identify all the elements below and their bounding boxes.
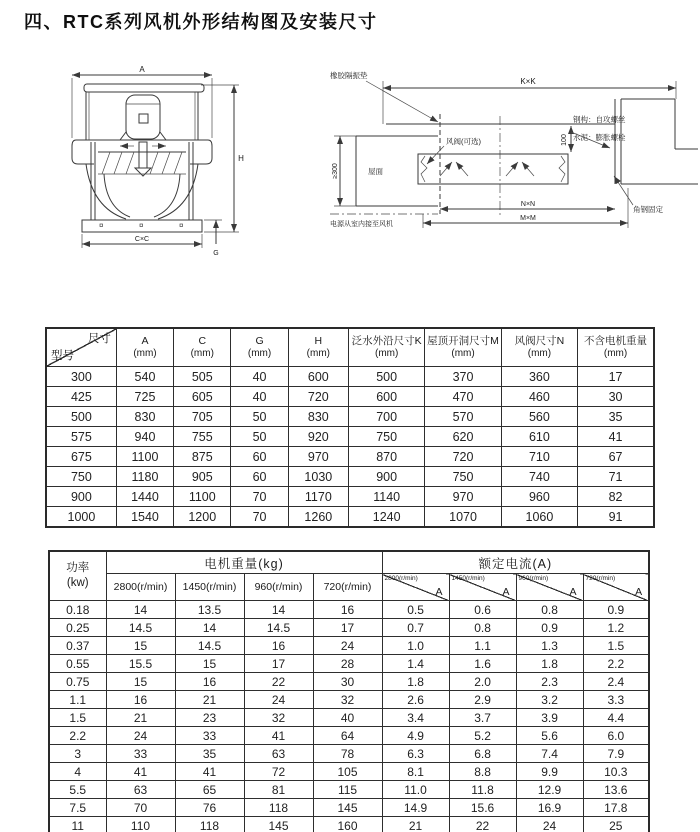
motor-table-cell: 2.2 bbox=[49, 727, 106, 745]
dim-table-cell: 1440 bbox=[116, 487, 173, 507]
motor-table-cell: 145 bbox=[244, 817, 313, 832]
motor-table-cell: 16.9 bbox=[516, 799, 583, 817]
dim-table-cell: 1100 bbox=[116, 447, 173, 467]
motor-table-cell: 1.1 bbox=[49, 691, 106, 709]
motor-table-cell: 145 bbox=[313, 799, 382, 817]
dim-table-cell: 830 bbox=[288, 407, 348, 427]
motor-table-cell: 0.37 bbox=[49, 637, 106, 655]
motor-table-cell: 0.6 bbox=[449, 601, 516, 619]
table-row bbox=[46, 427, 654, 447]
motor-table-cell: 14 bbox=[244, 601, 313, 619]
motor-table-cell: 3 bbox=[49, 745, 106, 763]
power-header bbox=[49, 551, 106, 601]
dim-table-cell: 540 bbox=[116, 367, 173, 387]
table-row bbox=[49, 655, 649, 673]
motor-table-cell: 1.3 bbox=[516, 637, 583, 655]
dim-table-cell: 17 bbox=[578, 367, 654, 387]
motor-table-cell: 17 bbox=[313, 619, 382, 637]
dim-table-cell: 725 bbox=[116, 387, 173, 407]
damper-label: 风阀(可选) bbox=[446, 137, 481, 146]
motor-table-cell: 1.8 bbox=[516, 655, 583, 673]
motor-table-cell: 13.5 bbox=[175, 601, 244, 619]
dim-h-label: H bbox=[238, 154, 244, 163]
motor-table-cell: 0.7 bbox=[382, 619, 449, 637]
dim-table-cell: 1000 bbox=[46, 507, 116, 528]
table-row bbox=[49, 745, 649, 763]
motor-table-cell: 21 bbox=[382, 817, 449, 832]
motor-table-cell: 4.9 bbox=[382, 727, 449, 745]
concrete-fix-label: 水泥：膨胀螺栓 bbox=[573, 133, 626, 142]
motor-table-cell: 14.9 bbox=[382, 799, 449, 817]
motor-table-cell: 2.2 bbox=[583, 655, 649, 673]
motor-table-cell: 15.6 bbox=[449, 799, 516, 817]
dim-table-cell: 1060 bbox=[501, 507, 577, 528]
motor-table-cell: 33 bbox=[106, 745, 175, 763]
angle-steel-label: 角钢固定 bbox=[633, 205, 663, 214]
dim-table-cell: 1260 bbox=[288, 507, 348, 528]
table-row bbox=[49, 709, 649, 727]
dim-table-cell: 755 bbox=[174, 427, 231, 447]
dimensions-table bbox=[45, 327, 655, 528]
motor-table-cell: 160 bbox=[313, 817, 382, 832]
table-row bbox=[46, 367, 654, 387]
dim-table-cell: 740 bbox=[501, 467, 577, 487]
dim-table-cell: 600 bbox=[348, 387, 424, 407]
dim-table-cell: 705 bbox=[174, 407, 231, 427]
motor-table-cell: 14 bbox=[106, 601, 175, 619]
motor-table-cell: 23 bbox=[175, 709, 244, 727]
motor-table-cell: 1.6 bbox=[449, 655, 516, 673]
dim-table-cell: 91 bbox=[578, 507, 654, 528]
dim-table-cell: 875 bbox=[174, 447, 231, 467]
motor-table-cell: 1.5 bbox=[49, 709, 106, 727]
dim-table-cell: 1170 bbox=[288, 487, 348, 507]
dim-table-cell: 50 bbox=[231, 407, 288, 427]
motor-table-cell: 30 bbox=[313, 673, 382, 691]
motor-table-cell: 16 bbox=[313, 601, 382, 619]
motor-table-cell: 15 bbox=[106, 673, 175, 691]
dim-column-header: 屋顶开洞尺寸M (mm) bbox=[425, 328, 501, 367]
table-row bbox=[46, 507, 654, 528]
dim-column-header: C (mm) bbox=[174, 328, 231, 367]
motor-table-cell: 0.75 bbox=[49, 673, 106, 691]
motor-table-cell: 1.8 bbox=[382, 673, 449, 691]
motor-table-cell: 3.9 bbox=[516, 709, 583, 727]
page-title: 四、RTC系列风机外形结构图及安装尺寸 bbox=[24, 12, 378, 32]
motor-table-cell: 1.4 bbox=[382, 655, 449, 673]
damper-leader bbox=[427, 146, 444, 164]
dim-k-label: K×K bbox=[520, 77, 536, 86]
fan-outline-drawing bbox=[46, 62, 348, 280]
motor-table-cell: 115 bbox=[313, 781, 382, 799]
motor-table-cell: 15 bbox=[106, 637, 175, 655]
motor-table-cell: 5.5 bbox=[49, 781, 106, 799]
motor-table-cell: 3.2 bbox=[516, 691, 583, 709]
dim-table-cell: 970 bbox=[288, 447, 348, 467]
dim-g-label: G bbox=[213, 250, 219, 257]
motor-table-cell: 32 bbox=[313, 691, 382, 709]
motor-table-cell: 11.8 bbox=[449, 781, 516, 799]
motor-header-row-2 bbox=[49, 574, 649, 601]
dim-table-cell: 30 bbox=[578, 387, 654, 407]
motor-table-cell: 12.9 bbox=[516, 781, 583, 799]
dim-table-cell: 70 bbox=[231, 487, 288, 507]
dim-table-cell: 960 bbox=[501, 487, 577, 507]
motor-table-cell: 118 bbox=[175, 817, 244, 832]
steel-fix-label: 钢构：自攻螺丝 bbox=[573, 115, 626, 124]
motor-table-cell: 2.4 bbox=[583, 673, 649, 691]
table-row bbox=[49, 781, 649, 799]
dim-table-cell: 830 bbox=[116, 407, 173, 427]
dim-table-cell: 425 bbox=[46, 387, 116, 407]
motor-table-cell: 22 bbox=[449, 817, 516, 832]
dim-table-cell: 1200 bbox=[174, 507, 231, 528]
table-row bbox=[49, 601, 649, 619]
dim-table-cell: 1140 bbox=[348, 487, 424, 507]
dim-table-cell: 610 bbox=[501, 427, 577, 447]
motor-table-cell: 41 bbox=[106, 763, 175, 781]
fan-body bbox=[72, 84, 212, 232]
motor-table-cell: 35 bbox=[175, 745, 244, 763]
motor-table-cell: 14 bbox=[175, 619, 244, 637]
motor-table-cell: 0.55 bbox=[49, 655, 106, 673]
motor-table-cell: 3.3 bbox=[583, 691, 649, 709]
motor-table-cell: 3.4 bbox=[382, 709, 449, 727]
motor-header-row-1 bbox=[49, 551, 649, 574]
dim-table-header-row bbox=[46, 328, 654, 367]
motor-table-cell: 76 bbox=[175, 799, 244, 817]
table-row bbox=[46, 387, 654, 407]
motor-table-cell: 24 bbox=[313, 637, 382, 655]
dim-table-cell: 60 bbox=[231, 467, 288, 487]
motor-table-cell: 3.7 bbox=[449, 709, 516, 727]
dim-table-cell: 1070 bbox=[425, 507, 501, 528]
motor-table-cell: 14.5 bbox=[244, 619, 313, 637]
motor-table-cell: 28 bbox=[313, 655, 382, 673]
motor-table-cell: 33 bbox=[175, 727, 244, 745]
motor-table-cell: 11 bbox=[49, 817, 106, 832]
motor-table-cell: 0.25 bbox=[49, 619, 106, 637]
dim-table-cell: 700 bbox=[348, 407, 424, 427]
weight-speed-header: 1450(r/min) bbox=[175, 574, 244, 601]
corner-header bbox=[46, 328, 116, 367]
dim-table-cell: 710 bbox=[501, 447, 577, 467]
motor-table-cell: 1.5 bbox=[583, 637, 649, 655]
dim-m-label: M×M bbox=[520, 215, 536, 222]
motor-table-cell: 5.6 bbox=[516, 727, 583, 745]
dim-table-cell: 600 bbox=[288, 367, 348, 387]
motor-table-cell: 21 bbox=[175, 691, 244, 709]
motor-table-cell: 15.5 bbox=[106, 655, 175, 673]
dim-min-height-label: ≥300 bbox=[332, 163, 339, 179]
motor-table-cell: 32 bbox=[244, 709, 313, 727]
dim-table-cell: 370 bbox=[425, 367, 501, 387]
motor-table-cell: 10.3 bbox=[583, 763, 649, 781]
dim-table-cell: 940 bbox=[116, 427, 173, 447]
motor-table-cell: 16 bbox=[244, 637, 313, 655]
dim-table-cell: 40 bbox=[231, 367, 288, 387]
motor-table-cell: 0.8 bbox=[449, 619, 516, 637]
power-label: 功率 bbox=[66, 562, 90, 575]
motor-table-cell: 0.8 bbox=[516, 601, 583, 619]
table-row bbox=[46, 467, 654, 487]
dim-table-cell: 500 bbox=[46, 407, 116, 427]
table-row bbox=[49, 637, 649, 655]
dim-table-cell: 505 bbox=[174, 367, 231, 387]
current-speed-header: 2800(r/min) A bbox=[382, 574, 449, 601]
motor-table-cell: 41 bbox=[244, 727, 313, 745]
power-note-label: 电源从室内接至风机 bbox=[330, 221, 393, 228]
dim-column-header: 泛水外沿尺寸K (mm) bbox=[348, 328, 424, 367]
dim-n-label: N×N bbox=[520, 201, 536, 208]
installation-drawing bbox=[328, 66, 700, 242]
motor-table-cell: 4.4 bbox=[583, 709, 649, 727]
table-row bbox=[49, 817, 649, 832]
rubber-pad-leader bbox=[366, 81, 438, 122]
dim-table-cell: 750 bbox=[425, 467, 501, 487]
dim-m-lines bbox=[423, 188, 628, 228]
dim-table-cell: 900 bbox=[348, 467, 424, 487]
motor-table-cell: 14.5 bbox=[106, 619, 175, 637]
rubber-pad-label: 橡胶隔振垫 bbox=[330, 71, 368, 80]
motor-table-cell: 14.5 bbox=[175, 637, 244, 655]
dim-table-cell: 50 bbox=[231, 427, 288, 447]
motor-table-cell: 65 bbox=[175, 781, 244, 799]
motor-table bbox=[48, 550, 650, 832]
current-group-header: 额定电流(A) bbox=[382, 551, 649, 574]
motor-table-cell: 9.9 bbox=[516, 763, 583, 781]
motor-table-cell: 24 bbox=[106, 727, 175, 745]
motor-table-cell: 8.1 bbox=[382, 763, 449, 781]
motor-table-cell: 25 bbox=[583, 817, 649, 832]
dim-table-cell: 500 bbox=[348, 367, 424, 387]
dim-table-cell: 470 bbox=[425, 387, 501, 407]
dim-height-label: 100 bbox=[561, 134, 568, 146]
table-row bbox=[49, 673, 649, 691]
dim-table-cell: 575 bbox=[46, 427, 116, 447]
motor-table-cell: 24 bbox=[244, 691, 313, 709]
motor-table-cell: 17 bbox=[244, 655, 313, 673]
dim-c-label: C×C bbox=[134, 236, 150, 243]
motor-table-cell: 7.5 bbox=[49, 799, 106, 817]
table-row bbox=[49, 727, 649, 745]
motor-table-cell: 110 bbox=[106, 817, 175, 832]
motor-table-cell: 81 bbox=[244, 781, 313, 799]
motor-table-cell: 13.6 bbox=[583, 781, 649, 799]
motor-table-cell: 7.4 bbox=[516, 745, 583, 763]
motor-table-cell: 15 bbox=[175, 655, 244, 673]
dim-h-lines bbox=[201, 85, 239, 232]
dim-table-cell: 920 bbox=[288, 427, 348, 447]
motor-table-cell: 6.0 bbox=[583, 727, 649, 745]
roof-surface-label: 屋面 bbox=[368, 167, 383, 176]
dim-table-cell: 675 bbox=[46, 447, 116, 467]
dim-table-cell: 71 bbox=[578, 467, 654, 487]
motor-table-cell: 16 bbox=[175, 673, 244, 691]
dim-table-cell: 720 bbox=[288, 387, 348, 407]
dim-table-cell: 82 bbox=[578, 487, 654, 507]
motor-table-cell: 1.1 bbox=[449, 637, 516, 655]
dim-table-cell: 1100 bbox=[174, 487, 231, 507]
dim-table-cell: 67 bbox=[578, 447, 654, 467]
table-row bbox=[49, 763, 649, 781]
dim-table-cell: 750 bbox=[46, 467, 116, 487]
motor-table-cell: 105 bbox=[313, 763, 382, 781]
motor-table-cell: 2.6 bbox=[382, 691, 449, 709]
motor-table-cell: 4 bbox=[49, 763, 106, 781]
dim-k-lines bbox=[383, 81, 676, 124]
motor-table-cell: 70 bbox=[106, 799, 175, 817]
table-row bbox=[49, 619, 649, 637]
table-row bbox=[49, 691, 649, 709]
motor-table-cell: 24 bbox=[516, 817, 583, 832]
dim-table-cell: 620 bbox=[425, 427, 501, 447]
weight-speed-header: 2800(r/min) bbox=[106, 574, 175, 601]
table-row bbox=[46, 407, 654, 427]
motor-table-cell: 41 bbox=[175, 763, 244, 781]
motor-table-cell: 21 bbox=[106, 709, 175, 727]
dim-a-label: A bbox=[139, 65, 145, 74]
weight-group-header: 电机重量(kg) bbox=[106, 551, 382, 574]
dim-table-cell: 560 bbox=[501, 407, 577, 427]
dim-column-header: A (mm) bbox=[116, 328, 173, 367]
dim-table-cell: 870 bbox=[348, 447, 424, 467]
dim-column-header: G (mm) bbox=[231, 328, 288, 367]
dim-table-cell: 605 bbox=[174, 387, 231, 407]
motor-table-cell: 11.0 bbox=[382, 781, 449, 799]
dim-table-cell: 1540 bbox=[116, 507, 173, 528]
motor-table-cell: 63 bbox=[244, 745, 313, 763]
weight-speed-header: 720(r/min) bbox=[313, 574, 382, 601]
motor-table-cell: 6.3 bbox=[382, 745, 449, 763]
dim-table-cell: 905 bbox=[174, 467, 231, 487]
motor-table-cell: 0.5 bbox=[382, 601, 449, 619]
motor-table-cell: 6.8 bbox=[449, 745, 516, 763]
motor-table-cell: 2.3 bbox=[516, 673, 583, 691]
dim-table-cell: 750 bbox=[348, 427, 424, 447]
weight-speed-header: 960(r/min) bbox=[244, 574, 313, 601]
dim-table-cell: 70 bbox=[231, 507, 288, 528]
dim-table-cell: 360 bbox=[501, 367, 577, 387]
motor-table-cell: 72 bbox=[244, 763, 313, 781]
motor-table-cell: 0.18 bbox=[49, 601, 106, 619]
dim-table-cell: 970 bbox=[425, 487, 501, 507]
motor-table-cell: 16 bbox=[106, 691, 175, 709]
motor-table-cell: 8.8 bbox=[449, 763, 516, 781]
dim-table-cell: 1240 bbox=[348, 507, 424, 528]
motor-table-cell: 0.9 bbox=[583, 601, 649, 619]
power-unit: (kw) bbox=[66, 577, 89, 589]
motor-table-cell: 1.2 bbox=[583, 619, 649, 637]
dim-table-cell: 720 bbox=[425, 447, 501, 467]
table-row bbox=[46, 487, 654, 507]
dim-table-cell: 460 bbox=[501, 387, 577, 407]
dim-table-cell: 35 bbox=[578, 407, 654, 427]
dim-table-cell: 570 bbox=[425, 407, 501, 427]
motor-table-cell: 17.8 bbox=[583, 799, 649, 817]
dim-column-header: 风阀尺寸N (mm) bbox=[501, 328, 577, 367]
motor-table-cell: 40 bbox=[313, 709, 382, 727]
motor-table-cell: 0.9 bbox=[516, 619, 583, 637]
motor-table-cell: 22 bbox=[244, 673, 313, 691]
current-speed-header: 1450(r/min) A bbox=[449, 574, 516, 601]
corner-size-label: 尺寸 bbox=[87, 333, 111, 345]
current-speed-header: 720(r/min) A bbox=[583, 574, 649, 601]
motor-table-cell: 2.0 bbox=[449, 673, 516, 691]
dim-column-header: 不含电机重量 (mm) bbox=[578, 328, 654, 367]
motor-table-cell: 5.2 bbox=[449, 727, 516, 745]
dim-column-header: H (mm) bbox=[288, 328, 348, 367]
motor-table-cell: 63 bbox=[106, 781, 175, 799]
dim-table-cell: 41 bbox=[578, 427, 654, 447]
dim-table-cell: 40 bbox=[231, 387, 288, 407]
motor-table-cell: 64 bbox=[313, 727, 382, 745]
dim-table-cell: 1180 bbox=[116, 467, 173, 487]
motor-table-cell: 78 bbox=[313, 745, 382, 763]
table-row bbox=[49, 799, 649, 817]
motor-table-cell: 7.9 bbox=[583, 745, 649, 763]
angle-steel-leader bbox=[614, 176, 633, 205]
motor-table-cell: 2.9 bbox=[449, 691, 516, 709]
dim-table-cell: 300 bbox=[46, 367, 116, 387]
dim-table-cell: 1030 bbox=[288, 467, 348, 487]
motor-table-cell: 1.0 bbox=[382, 637, 449, 655]
corner-model-label: 型号 bbox=[51, 349, 74, 362]
motor-table-cell: 118 bbox=[244, 799, 313, 817]
table-row bbox=[46, 447, 654, 467]
dim-table-cell: 60 bbox=[231, 447, 288, 467]
current-speed-header: 960(r/min) A bbox=[516, 574, 583, 601]
dim-table-cell: 900 bbox=[46, 487, 116, 507]
